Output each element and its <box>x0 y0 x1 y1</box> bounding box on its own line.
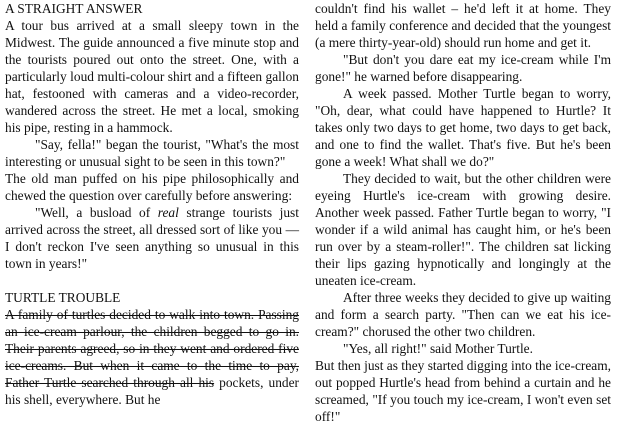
story2-struck-text: A family of turtles decided to walk into town. Passing an ice-cream parlour, the children begged to go in. Their parents agreed, so in they went and ordered five ice-creams. But when it came to the time to pay, Father Turtle searched through all his <box>5 307 299 390</box>
story1-quote-emphasis: real <box>157 205 179 220</box>
story-title-straight-answer: A STRAIGHT ANSWER <box>5 1 143 16</box>
story2-text-continued: pockets, under his shell, everywhere. But he <box>5 375 299 407</box>
story2-paragraph-2: couldn't find his wallet – he'd left it at home. They held a family conference and decided that the youngest (a mere thirty-year-old) should run home and get it. <box>315 1 611 50</box>
story-title-turtle-trouble: TURTLE TROUBLE <box>5 290 121 305</box>
story2-paragraph-7: "Yes, all right!" said Mother Turtle. <box>343 341 533 356</box>
story2-paragraph-5: They decided to wait, but the other children were eyeing Hurtle's ice-cream with growing desire. Another week passed. Father Turtle began to worry, "I wonder if a wild animal has caught him, or he's been run over by a steam-roller!". The children sat licking their lips gazing hypnotically and longingly at the uneaten ice-cream. <box>315 171 611 288</box>
story2-paragraph-4: A week passed. Mother Turtle began to worry, "Oh, dear, what could have happened to Hurtle? It takes only two days to get home, two days to get back, and one to find the wallet. That's five. But he's been gone a week! What shall we do?" <box>315 86 611 169</box>
story1-paragraph-4 <box>5 204 299 272</box>
left-column <box>5 0 299 408</box>
story2-paragraph-1 <box>5 306 299 408</box>
right-column <box>315 0 611 425</box>
story2-paragraph-8: But then just as they started digging into the ice-cream, out popped Hurtle's head from behind a curtain and he screamed, "If you touch my ice-cream, I won't even set off!" <box>315 358 612 424</box>
story1-paragraph-1: A tour bus arrived at a small sleepy town in the Midwest. The guide announced a five minute stop and the tourists poured out onto the street. One, with a particularly loud multi-colour shirt and a fifteen gallon hat, festooned with cameras and a video-recorder, wandered across the street. He met a local, smoking his pipe, resting in a hammock. <box>5 18 299 135</box>
story2-paragraph-6: After three weeks they decided to give up waiting and form a search party. "Then can we eat his ice-cream?" chorused the other two children. <box>315 290 611 339</box>
story2-paragraph-3: "But don't you dare eat my ice-cream while I'm gone!" he warned before disappearing. <box>315 52 611 84</box>
story1-paragraph-3: The old man puffed on his pipe philosophically and chewed the question over carefully before answering: <box>5 171 299 203</box>
story1-quote-end: strange tourists just arrived across the street, all dressed sort of like you — I don't reckon I've seen anything so unusual in this town in years!" <box>5 205 299 271</box>
story1-quote-start: "Well, a busload of <box>35 205 158 220</box>
story-separator <box>5 272 299 289</box>
story1-paragraph-2: "Say, fella!" began the tourist, "What's the most interesting or unusual sight to be seen in this town?" <box>5 137 299 169</box>
